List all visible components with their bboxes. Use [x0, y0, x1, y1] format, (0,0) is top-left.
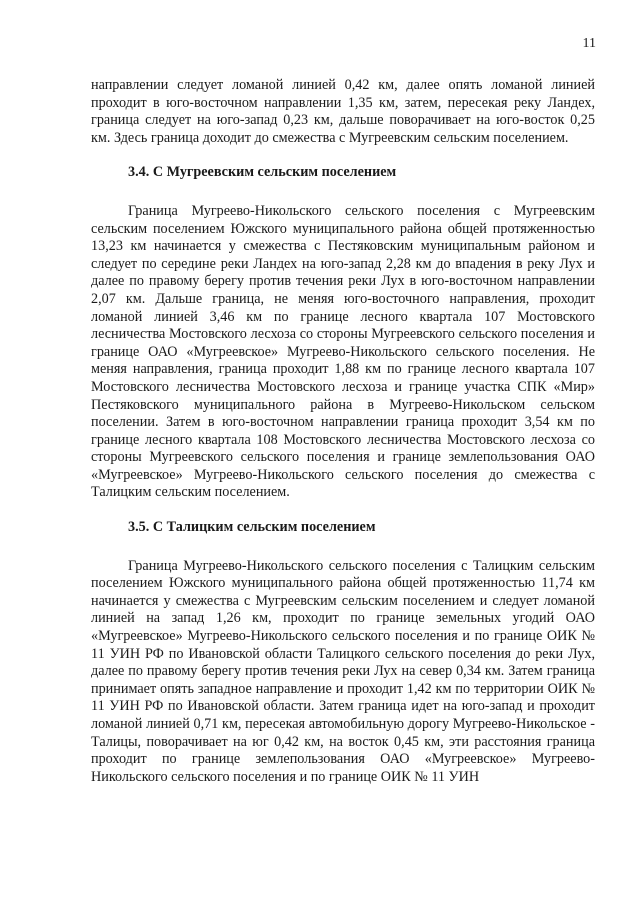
- section-spacer: [91, 147, 595, 164]
- section-heading-3-5: 3.5. С Талицким сельским поселением: [128, 519, 376, 536]
- section-paragraph-3-5: Граница Мугреево-Никольского сельского поселения с Талицким сельским поселением Южского муниципального района общей протяженностью 11,74 км начинается у смежества с Мугреевским сельским поселением и следует ломаной линией на запад 1,26 км, проходит по границе земельных угодий ОАО «Мугреевское» Мугреево-Никольского сельского поселения и по границе ОИК № 11 УИН РФ по Ивановской области Талицкого сельского поселения до реки Лух, далее по правому берегу против течения реки Лух на север 0,34 км. Затем граница принимает опять западное направление и проходит 1,42 км по территории ОИК № 11 УИН РФ по Ивановской области. Затем граница идет на юго-запад и проходит ломаной линией 0,71 км, пересекая автомобильную дорогу Мугреево-Никольское - Талицы, поворачивает на юг 0,42 км, на восток 0,45 км, эти расстояния граница проходит по границе землепользования ОАО «Мугреевское» Мугреево-Никольского сельского поселения и по границе ОИК № 11 УИН: [91, 557, 595, 785]
- section-paragraph-3-4: Граница Мугреево-Никольского сельского поселения с Мугреевским сельским поселением Южского муниципального района общей протяженностью 13,23 км начинается у смежества с Пестяковским муниципальным районом и следует по середине реки Ландех на юго-запад 2,28 км до впадения в реку Лух и далее по правому берегу против течения реки Лух в юго-восточном направлении 2,07 км. Дальше граница, не меняя юго-восточного направления, проходит ломаной линией 3,46 км по границе лесного квартала 107 Мостовского лесничества Мостовского лесхоза со стороны Мугреевского сельского поселения и границе ОАО «Мугреевское» Мугреево-Никольского сельского поселения. Не меняя направления, граница проходит 1,88 км по границе лесного квартала 107 Мостовского лесничества Мостовского лесхоза и границе участка СПК «Мир» Пестяковского муниципального района в Мугреево-Никольском сельском поселении. Затем в юго-восточном направлении граница проходит 3,54 км по границе лесного квартала 108 Мостовского лесничества Мостовского лесхоза со стороны Мугреевского сельского поселения и границе землепользования ОАО «Мугреевское» Мугреево-Никольского сельского поселения до смежества с Талицким сельским поселением.: [91, 202, 595, 501]
- section-spacer: [91, 502, 595, 519]
- section-heading-3-4: 3.4. С Мугреевским сельским поселением: [128, 164, 397, 181]
- section-spacer: [91, 537, 595, 558]
- section-spacer: [91, 182, 595, 203]
- page-number: 11: [582, 36, 596, 51]
- intro-paragraph: направлении следует ломаной линией 0,42 км, далее опять ломаной линией проходит в юго-восточном направлении 1,35 км, затем, пересекая реку Ландех, граница следует на юго-запад 0,23 км, дальше поворачивает на юго-восток 0,25 км. Здесь граница доходит до смежества с Мугреевским сельским поселением.: [91, 77, 595, 146]
- document-body: [91, 77, 595, 786]
